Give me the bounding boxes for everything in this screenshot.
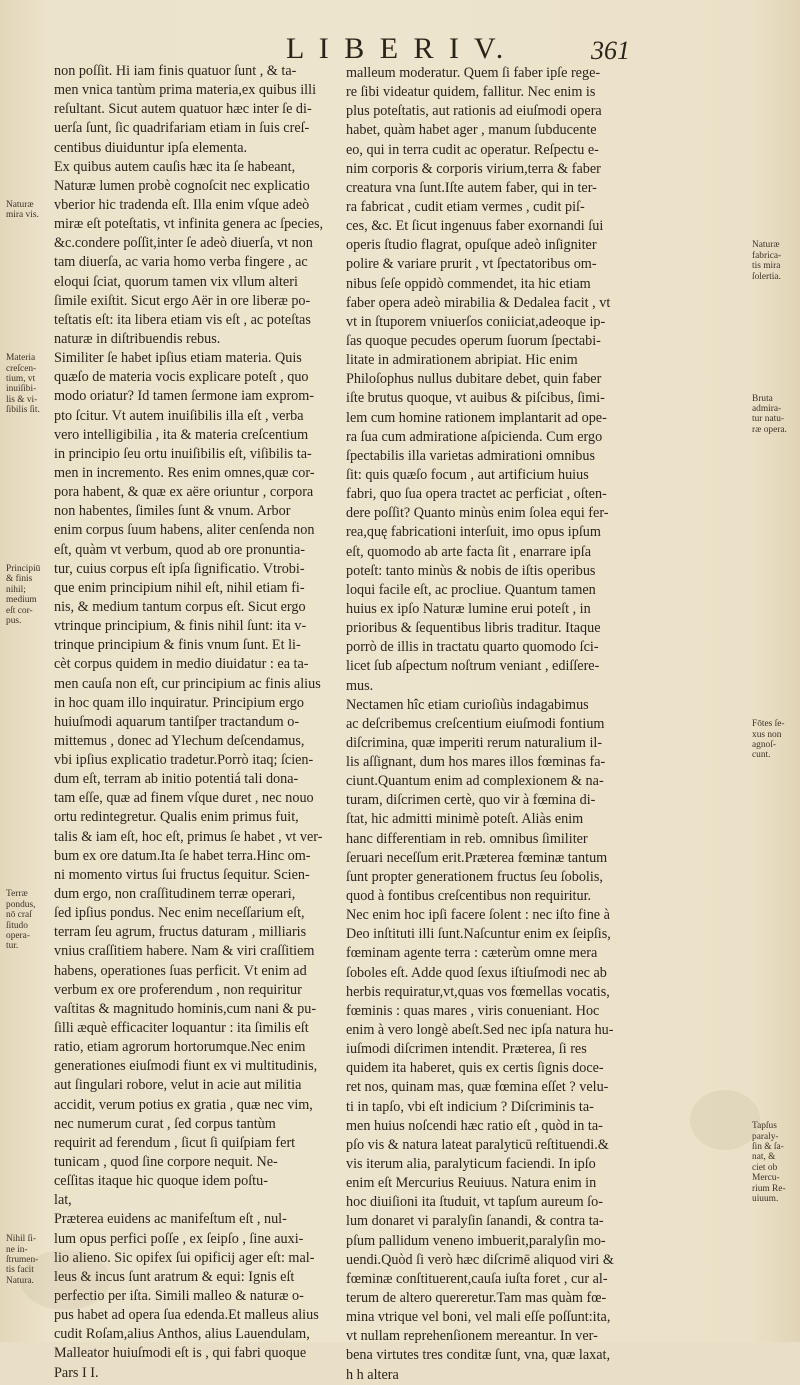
marginal-note-line: xus non [752,729,782,740]
left-column-line: men cauſa non eſt, cur principium ac finis alius [54,675,321,692]
left-column-line: nis, & medium tantum corpus eſt. Sicut ergo [54,598,306,615]
marginal-note-line: tis mira [752,261,781,272]
right-column-line: herbis requiratur,vt,quas vos fœmellas vocatis, [346,983,610,1000]
left-column-line: tunicam , quod ſine corpore nequit. Ne- [54,1154,278,1171]
right-column-line: lem cum homine rationem implantarit ad ope- [346,409,607,426]
marginal-note [6,564,52,626]
left-column-line: ratio, etiam agrorum hortorumque.Nec enim [54,1039,306,1056]
marginal-note-line: ſitudo [6,920,28,931]
right-column-line: h h altera [346,1366,399,1383]
right-column-line: operis ſtudio flagrat, opuſque adeò inſigniter [346,237,597,254]
right-column-line: lis aſſignant, dum hos mares illos fœminas fa- [346,754,606,771]
right-column-line: nibus ſeſe oppidò commendet, ita hic etiam [346,275,591,292]
marginal-note-line: paraly- [752,1131,779,1142]
right-text-column [346,64,638,1385]
left-column-line: lat, [54,1192,72,1209]
right-column-line: eo, qui in terra cudit ac operatur. Reſpectu e- [346,141,599,158]
right-column-line: fœminam agente terra : cæterùm omne mera [346,945,598,962]
right-column-line: ſpectabilis illa varietas admirationi omnibus [346,447,596,464]
marginal-note-line: tur natu- [752,414,785,425]
right-column-line: pſum pallidum veneno imbuerit,paralyſin mo- [346,1232,606,1249]
left-column-line: pus habet ad opera ſua edenda.Et malleus alius [54,1307,319,1324]
marginal-note [752,240,800,282]
right-column-line: porrò de illis in tractatu quarto quomodo ſci- [346,639,599,656]
right-column-line: quidem ita haberet, quis ex certis ſignis doce- [346,1060,604,1077]
right-column-line: fœminæ conſtituerent,cauſa iuſta foret , cur al- [346,1270,608,1287]
left-column-line: in hoc quam illo inquiratur. Principium ergo [54,694,304,711]
left-column-line: miræ eſt poteſtatis, vt infinita genera ac ſpecies, [54,216,324,233]
left-column-line: tam eſſe, quæ ad finem vſque duret , nec nouo [54,790,314,807]
right-column-line: terum de altero quereretur.Tam mas quàm fœ- [346,1290,607,1306]
left-column-line: uerſa ſunt, ſic quadrifariam etiam in ſuis creſ- [54,120,310,137]
left-column-line: perfectio per iſta. Simili malleo & naturæ o- [54,1288,304,1304]
left-column-line: talis & iam eſt, hoc eſt, primus ſe habet , vt ver- [54,828,323,845]
marginal-note-line: Fōtes ſe- [752,719,785,730]
left-column-line: non poſſit. Hi iam finis quatuor ſunt , & ta- [54,63,297,79]
right-column-line: bena virtutes tres conditæ ſunt, vna, quæ laxat, [346,1347,610,1364]
right-column-line: Nec enim hoc ipſi facere ſolent : nec iſto fine à [346,907,610,924]
left-column-line: quæſo de materia vocis explicare poteſt , quo [54,369,309,386]
left-column-line: pto ſcitur. Vt autem inuiſibilis illa eſt , verba [54,407,304,424]
left-column-line: eſt, quàm vt verbum, quod ab ore pronuntia- [54,541,305,558]
right-column-line: mus. [346,677,374,694]
left-column-line: vberior hic tradenda eſt. Illa enim vſque adeò [54,196,310,213]
left-column-line: tur, cuius corpus eſt ipſa ſignificatio. Vtrobi- [54,560,305,577]
right-column-line: lum donaret vi paralyſin ſanandi, & contra ta- [346,1213,604,1230]
left-column-line: in principio ſeu ortu inuiſibilis eſt, viſibilis ta- [54,445,312,462]
marginal-note-line: Naturæ [752,240,780,251]
left-column-line: ceſſitas itaque hic quoque idem poſtu- [54,1173,268,1190]
left-column-line: vbi ipſius explicatio tradetur.Porrò itaq; ſcien- [54,752,314,769]
left-column-line: &c.condere poſſit,inter ſe adeò diuerſa, vt non [54,235,313,252]
page-number: 361 [591,36,630,65]
marginal-note-line: Tapſus [752,1121,777,1132]
marginal-note-line: Naturæ [6,200,34,211]
left-column-line: cèt corpus quidem in medio diuidatur : ea ta- [54,656,309,673]
right-column-line: ſeruari neceſſum erit.Præterea fœminæ tantum [346,849,608,866]
right-column-line: ſas quoque pecudes operum ſuorum ſpectabi- [346,332,601,349]
left-column-line: ortu redintegretur. Qualis enim primus fuit, [54,809,299,826]
marginal-note-line: ſibilis ſit. [6,405,40,416]
right-column-line: enim à vero longè abeſt.Sed nec ipſa natura hu- [346,1022,614,1039]
left-column-line: ſimile exiſtit. Sicut ergo Aër in ore liberæ po- [54,292,311,309]
left-column-line: pora habent, & quæ ex aëre oriuntur , corpora [54,484,314,501]
left-column-line: eloqui ſciat, quorum tamen vix vllum alteri [54,273,298,290]
left-column-line: Naturæ lumen probè cognoſcit nec explicatio [54,177,310,194]
marginal-note-line: mira vis. [6,210,39,221]
right-column-line: hanc differentiam in reb. omnibus ſimiliter [346,830,588,847]
marginal-note-line: tis facit [6,1265,34,1276]
left-column-line: huiuſmodi aquarum tantiſper tractandum o- [54,713,300,730]
marginal-note-line: nō craſ [6,910,32,921]
right-column-line: ti in tapſo, vbi eſt indicium ? Diſcriminis ta- [346,1098,594,1115]
left-text-column [54,62,346,1383]
marginal-note-line: ræ opera. [752,424,787,435]
marginal-note-line: nat, & [752,1152,776,1163]
right-column-line: Philoſophus nullus dubitare debet, quin faber [346,371,602,388]
left-column-line: Præterea euidens ac manifeſtum eſt , nul- [54,1211,287,1228]
right-column-line: mina vtrique vel boni, vel mali eſſe poſſunt:ita, [346,1309,611,1326]
right-column-line: licet ſub aſpectum noſtrum veniant , ediſſere- [346,658,600,675]
left-column-line: teſtatis eſt: ita libera etiam vis eſt , ac poteſtas [54,311,311,328]
right-column-line: eſt, quomodo ab arte facta ſit , enarrare ipſa [346,543,592,560]
marginal-note-line: Nihil ſi- [6,1234,36,1245]
marginal-note-line: medium [6,595,37,606]
marginal-note [752,719,800,761]
right-column-line: poteſt: tanto minùs & nobis de iſtis operibus [346,562,596,579]
left-column-line: Similiter ſe habet ipſius etiam materia. Quis [54,350,302,367]
right-column-line: loqui facile eſt, ac procliue. Quantum tamen [346,581,596,598]
right-column-line: ra fabricat , cudit etiam vermes , cudit piſ- [346,198,585,215]
marginal-note-line: pus. [6,615,22,626]
marginal-note-line: Bruta [752,393,773,404]
marginal-note [6,200,52,221]
left-column-line: vtrinque principium, & finis nihil ſunt: ita v- [54,618,307,635]
marginal-note-line: Mercu- [752,1173,780,1184]
marginal-note-line: uiuum. [752,1194,779,1205]
marginal-note-line: ſin & ſa- [752,1142,784,1153]
marginal-note-line: eſt cor- [6,605,33,616]
left-column-line: tam diuerſa, ac varia homo verba fingere , ac [54,254,308,271]
left-column-line: nec numerum curat , ſed corpus tantùm [54,1115,276,1132]
right-column-line: men huius noſcendi hæc ratio eſt , quòd in ta- [346,1117,603,1134]
right-column-line: vt nullam reprehenſionem mereantur. In ver- [346,1328,598,1345]
right-column-line: hoc diuiſioni ita ſtuduit, vt tapſum aureum ſo- [346,1194,603,1211]
right-column-line: iſte brutus quoque, vt auibus & piſcibus, ſimi- [346,390,605,407]
right-column-line: ra ſua cum admiratione aſpicienda. Cum ergo [346,428,603,445]
marginal-note-line: ſolertia. [752,271,781,282]
right-column-line: uendi.Quòd ſi verò hæc diſcrimē aliquod viri & [346,1251,614,1268]
marginal-note [752,1121,800,1204]
marginal-note-line: ne in- [6,1244,28,1255]
left-column-line: men vnica tantùm prima materia,ex quibus illi [54,82,317,99]
right-column-line: iuſmodi diſcrimen intendit. Præterea, ſi res [346,1041,587,1058]
marginal-note-line: rium Re- [752,1183,786,1194]
marginal-note-line: Principiū [6,563,41,574]
right-column-line: Nectamen hîc etiam curioſiùs indagabimus [346,696,589,713]
right-column-line: dere poſſit? Quanto minùs enim ſolea equi fer- [346,505,609,522]
marginal-note-line: agnoſ- [752,739,776,750]
marginal-note-line: lis & vi- [6,394,38,405]
left-column-line: terram ſeu agrum, fructus daturam , milliaris [54,924,307,941]
right-column-line: diſcrimina, quæ imperiti rerum naturalium il- [346,734,603,751]
left-column-line: generationes eiuſmodi fiunt ex vi multitudinis, [54,1058,318,1075]
left-column-line: non habentes, ſimiles ſunt & vnum. Arbor [54,503,291,520]
left-column-line: enim corpus ſuum habens, aliter cenſenda non [54,522,315,539]
left-column-line: verbum ex ore proferendum , non requiritur [54,981,302,998]
left-column-line: modo oriatur? Id tamen ſermone iam exprom- [54,388,315,405]
right-column-line: huius ex ipſo Naturæ lumine erui poteſt , in [346,600,591,617]
right-column-line: vis iterum alia, paralyticum faciendi. In ipſo [346,1156,596,1173]
left-column-line: Ex quibus autem cauſis hæc ita ſe habeant, [54,158,296,175]
right-column-line: ſoboles eſt. Adde quod ſexus iſtiuſmodi nec ab [346,964,607,981]
right-column-line: litate in admirationem abripiat. Hic enim [346,352,578,369]
marginal-note-line: Terræ [6,889,28,900]
marginal-note-line: & finis [6,574,33,585]
left-column-line: ſilli æquè efficaciter loquantur : ita ſimilis eſt [54,1020,309,1037]
marginal-note-line: Materia [6,353,36,364]
right-column-line: ſit: quis quæſo focum , aut artificium huius [346,466,589,483]
right-column-line: ciunt.Quantum enim ad complexionem & na- [346,773,604,790]
right-column-line: vt in ſtuporem vniuerſos coniiciat,adeoque ip- [346,313,606,330]
right-column-line: malleum moderatur. Quem ſi faber ipſe rege- [346,65,601,81]
marginal-note-line: ciet ob [752,1162,778,1173]
right-column-line: creatura vna ſunt.Iſte autem faber, qui in ter- [346,179,597,196]
left-column-line: accidit, verum potius ex gratia , quæ nec vim, [54,1096,313,1113]
right-column-line: polire & variare prurit , vt ſpectatoribus om- [346,256,597,273]
paper-stain [690,1090,760,1150]
right-column-line: fœminis : quas mares , viris conueniant. Hoc [346,1002,600,1019]
left-column-line: men in incremento. Res enim omnes,quæ cor- [54,464,315,481]
marginal-note [752,394,800,436]
left-column-line: dum eſt, terram ab initio potentiá tali dona- [54,771,299,788]
right-column-line: habet, quàm habet ager , manum ſubducente [346,122,597,139]
right-column-line: re ſibi videatur quidem, fallitur. Nec enim is [346,84,596,101]
right-column-line: enim eſt Mercurius Reuiuus. Natura enim in [346,1175,597,1192]
running-title: L I B E R I V. [286,32,508,65]
right-column-line: fabri, quo ſua opera tractet ac perficiat , oſten- [346,486,607,503]
right-column-line: ces, &c. Et ſicut ingenuus faber exornandi ſui [346,218,604,235]
marginal-note-line: tur. [6,941,19,952]
right-column-line: ſunt propter generationem fructus ſeu ſobolis, [346,868,603,885]
marginal-note [6,353,52,415]
left-column-line: vnius craſſitiem habere. Nam & viri craſſitiem [54,943,315,960]
right-column-line: rea,quę fabricationi interſuit, imo opus ipſum [346,524,601,541]
marginal-note-line: opera- [6,931,30,942]
left-column-line: ni momento virtus ſui fructus ſequitur. Scien- [54,866,310,883]
right-column-line: pſo vis & natura lateat paralyticū reſtituendi.& [346,1136,609,1153]
left-column-line: naturæ in diſtribuendis rebus. [54,330,221,347]
left-column-line: habens, operationes ſuas perficit. Vt enim ad [54,962,307,979]
left-column-line: vaſtitas & magnitudo hominis,cum nani & pu- [54,1000,317,1017]
left-column-line: dum ergo, non craſſitudinem terræ operari, [54,886,296,903]
right-column-line: ret nos, quinam mas, quæ fœmina eſſet ? velu- [346,1079,609,1096]
left-column-line: requirit ad ferendum , ſicut ſi quiſpiam fert [54,1134,296,1151]
marginal-note-line: pondus, [6,899,36,910]
marginal-note-line: admira- [752,403,782,414]
left-column-line: Pars I I. [54,1364,99,1381]
marginal-note [6,889,52,951]
right-column-line: prioribus & ſequentibus libris traditur. Itaque [346,620,601,637]
right-column-line: faber opera adeò mirabilia & Dedalea facit , vt [346,294,611,311]
left-column-line: reſultant. Sicut autem quatuor hæc inter ſe di- [54,101,312,118]
marginal-note-line: cunt. [752,750,771,761]
left-column-line: ſed ipſius pondus. Nec enim neceſſarium eſt, [54,905,305,922]
right-column-line: nim corporis & corporis virium,terra & faber [346,160,601,177]
left-column-line: leus & incus ſunt aratrum & equi: Ignis eſt [54,1268,295,1285]
left-column-line: trinque principium & finis vnum ſunt. Et li- [54,637,301,654]
right-column-line: ac deſcribemus creſcentium eiuſmodi fontium [346,715,605,732]
left-column-line: Malleator huiuſmodi eſt is , qui fabri quoque [54,1345,307,1362]
marginal-note-line: Natura. [6,1275,34,1286]
left-column-line: aut ſingulari robore, velut in acie aut militia [54,1077,302,1094]
left-column-line: lum opus perfici poſſe , ex ſeipſo , ſine auxi- [54,1230,304,1247]
marginal-note-line: nihil; [6,584,26,595]
right-column-line: turam, diſcrimen certè, quo vir à fœmina di- [346,792,596,809]
left-column-line: centibus diuiduntur ipſa elementa. [54,139,248,156]
right-column-line: quod à fontibus creſcentibus non requiritur. [346,888,592,905]
marginal-note-line: ſtrumen- [6,1254,39,1265]
paper-stain [20,1250,110,1310]
left-column-line: mittemus , donec ad Ylechum deſcendamus, [54,732,305,749]
marginal-note-line: tium, vt [6,374,36,385]
right-column-line: Deo inſtituti illi ſunt.Naſcuntur enim ex ſeipſis, [346,926,611,943]
left-column-line: que enim principium nihil eſt, nihil etiam fi- [54,579,305,596]
right-column-line: ſtat, hic admitti minimè poteſt. Aliàs enim [346,811,584,828]
left-column-line: lio alieno. Sic opifex ſui opificij ager eſt: mal- [54,1249,315,1266]
left-column-line: vero intelligibilia , ita & materia creſcentium [54,426,309,443]
left-column-line: cudit Roſam,alius Anthos, alius Lauendulam, [54,1326,310,1343]
marginal-note-line: fabrica- [752,250,782,261]
marginal-note-line: inuiſibi- [6,384,37,395]
right-column-line: plus poteſtatis, aut rationis ad eiuſmodi opera [346,103,602,120]
marginal-note-line: creſcen- [6,363,37,374]
left-column-line: bum ex ore datum.Ita ſe habet terra.Hinc om- [54,847,311,864]
